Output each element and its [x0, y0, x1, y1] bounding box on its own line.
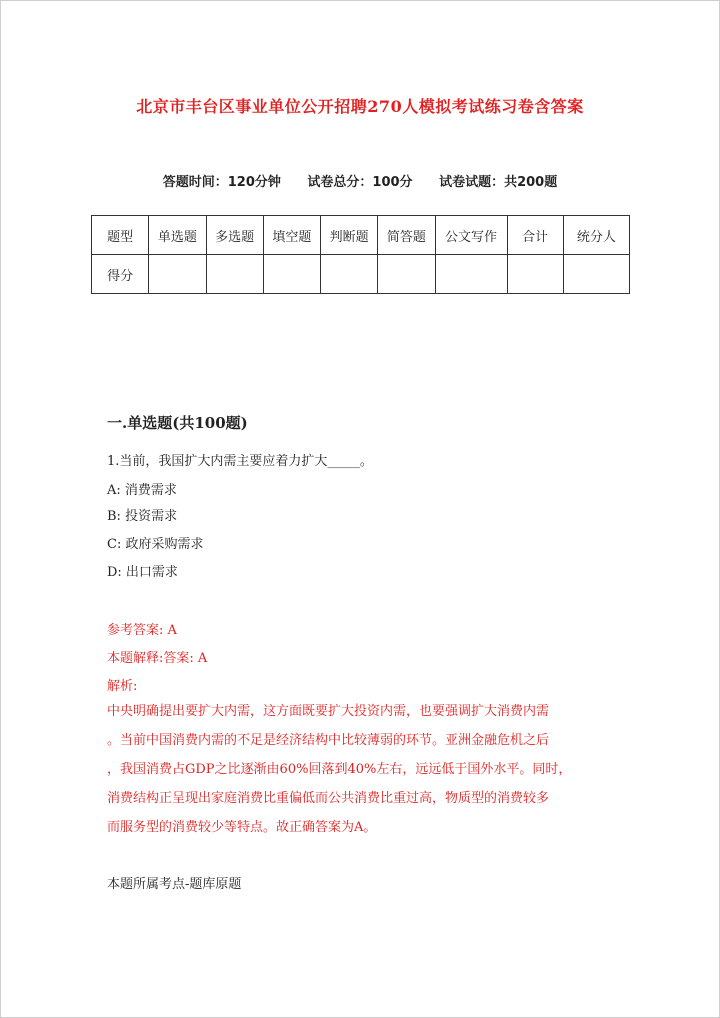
score-header-cell: 单选题: [149, 216, 206, 255]
document-title: 北京市丰台区事业单位公开招聘270人模拟考试练习卷含答案: [136, 97, 584, 116]
explanation-label: 本题解释:答案: A: [107, 651, 208, 666]
score-cell: [435, 255, 507, 294]
question-text: 1.当前，我国扩大内需主要应着力扩大_____。: [107, 454, 373, 469]
option-b: B: 投资需求: [107, 509, 178, 524]
analysis-text: [107, 697, 607, 842]
score-cell: [378, 255, 435, 294]
analysis-line: 消费结构正呈现出家庭消费比重偏低而公共消费比重过高，物质型的消费较多: [107, 791, 550, 806]
analysis-line: ，我国消费占GDP之比逐渐由60%回落到40%左右，远远低于国外水平。同时，: [107, 762, 572, 777]
score-header-cell: 公文写作: [435, 216, 507, 255]
option-a: A: 消费需求: [107, 483, 177, 498]
exam-total-score: 试卷总分：100分: [307, 175, 413, 190]
analysis-line: 而服务型的消费较少等特点。故正确答案为A。: [107, 820, 377, 835]
exam-meta: [0, 171, 720, 190]
score-cell: [507, 255, 563, 294]
score-table-header-row: [92, 216, 630, 255]
option-d: D: 出口需求: [107, 565, 178, 580]
option-c: C: 政府采购需求: [107, 537, 204, 552]
score-cell: [321, 255, 378, 294]
score-header-cell: 简答题: [378, 216, 435, 255]
score-cell: [206, 255, 263, 294]
reference-answer: 参考答案: A: [107, 623, 177, 638]
score-header-cell: 统分人: [563, 216, 629, 255]
analysis-line: 中央明确提出要扩大内需，这方面既要扩大投资内需，也要强调扩大消费内需: [107, 704, 550, 719]
score-table-score-row: [92, 255, 630, 294]
score-cell: [563, 255, 629, 294]
score-cell: [263, 255, 320, 294]
score-header-cell: 多选题: [206, 216, 263, 255]
exam-question-count: 试卷试题：共200题: [439, 175, 558, 190]
score-row-label: 得分: [92, 255, 149, 294]
analysis-line: 。当前中国消费内需的不足是经济结构中比较薄弱的环节。亚洲金融危机之后: [107, 733, 550, 748]
analysis-label: 解析:: [107, 679, 138, 694]
score-cell: [149, 255, 206, 294]
score-header-cell: 判断题: [321, 216, 378, 255]
exam-time: 答题时间：120分钟: [162, 175, 281, 190]
question-source: 本题所属考点-题库原题: [107, 877, 242, 892]
score-header-cell: 填空题: [263, 216, 320, 255]
score-table: [91, 215, 630, 294]
section-heading: 一.单选题(共100题): [107, 414, 248, 432]
score-header-cell: 题型: [92, 216, 149, 255]
score-header-cell: 合计: [507, 216, 563, 255]
